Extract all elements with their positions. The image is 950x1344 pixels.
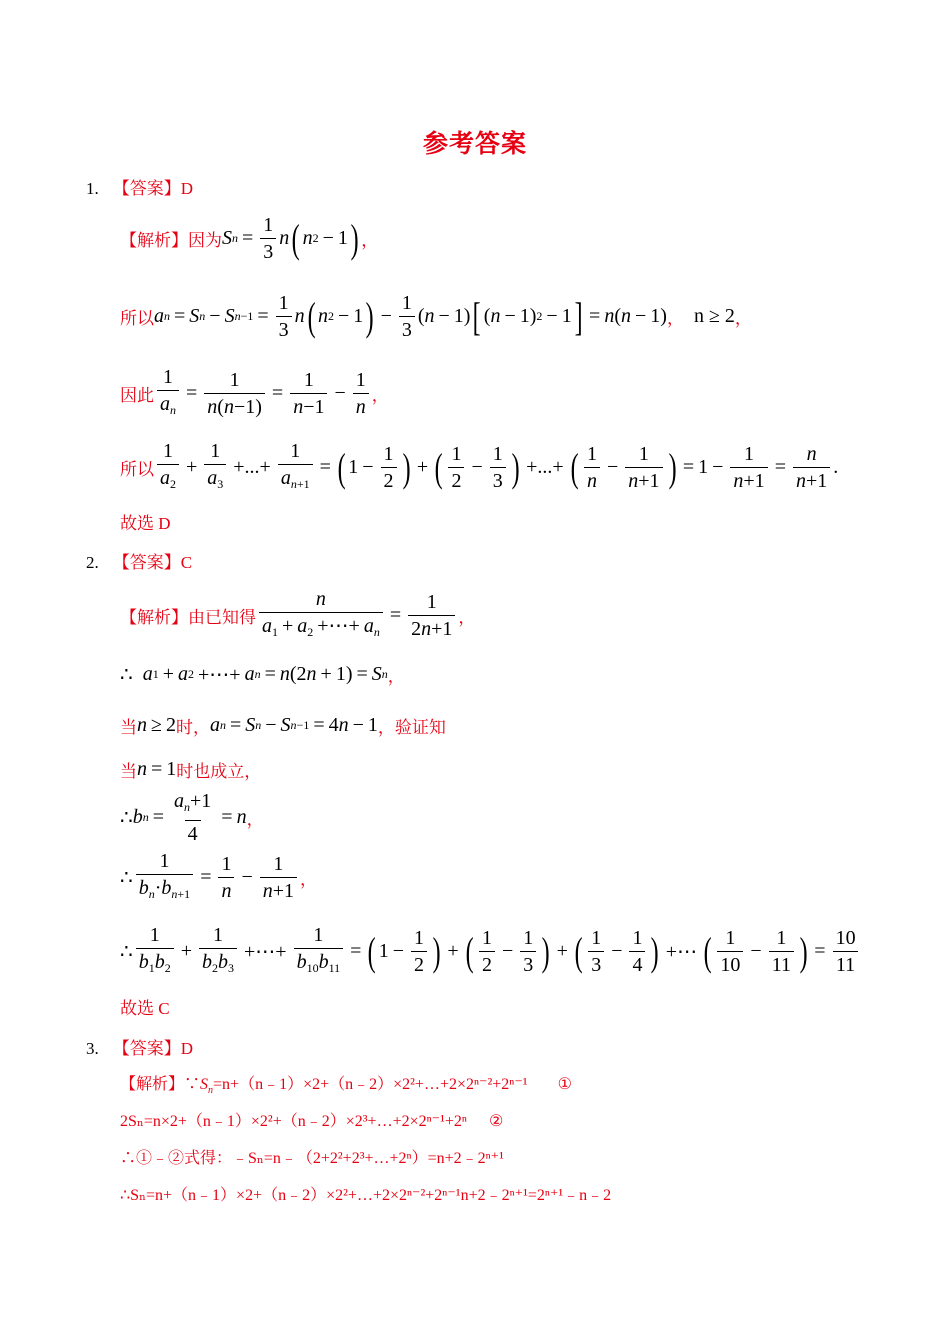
text: 所以 <box>120 460 154 479</box>
q2-recip-line: ∴ $\frac{1}{b_n\cdot b_{n+1}}$ = $\frac{1}{n}$ − $\frac{1}{n+1}$ ， <box>120 850 317 905</box>
q2-sum-line: ∴ a 1 + a 2 +⋯+ a n = n (2 n + 1) = S n ， <box>120 663 405 686</box>
text: 故选 D <box>120 514 171 533</box>
analysis-label: 【解析】∵ <box>120 1076 201 1093</box>
formula: $\frac{n}{a_1 + a_2 +\cdots+ a_n}$ = $\frac{1}{2n+1}$ <box>256 588 458 643</box>
q2-analysis-line: 【解析】由已知得 $\frac{n}{a_1 + a_2 +\cdots+ a_n}$ = $\frac{1}{2n+1}$ ， <box>120 588 475 643</box>
text: ， <box>666 309 684 328</box>
text: 所以 <box>120 309 154 328</box>
q2-when2-line <box>120 757 261 782</box>
formula: ∴ $\frac{1}{b_1b_2}$ + $\frac{1}{b_2b_3}$ +⋯+ $\frac{1}{b_{10}b_{11}}$ = ( 1 − $\frac{1}{2}$ ) + ( $\frac{1}{2}$ − $\frac{1}{3}$ ) + ( $\frac{1}{3}$ − $\frac{1}{4}$ ) +⋯ ( $\frac{1}{10}$ − $\frac{1}{11}$ ) = $\frac{10}{11}$ <box>120 924 862 979</box>
text: ，验证知 <box>377 718 446 737</box>
formula: $\frac{1}{a_2}$ + $\frac{1}{a_3}$ +...+ $\frac{1}{a_{n+1}}$ = ( 1 − $\frac{1}{2}$ ) + ( $\frac{1}{2}$ − $\frac{1}{3}$ ) +...+ ( $\frac{1}{n}$ − $\frac{1}{n+1}$ ) = 1 − $\frac{1}{n+1}$ = $\frac{n}{n+1}$ . <box>154 440 838 495</box>
page-title: 参考答案 <box>422 131 527 158</box>
text: ∴①﹣②式得：﹣Sₙ=n﹣（2+2²+2³+…+2ⁿ）=n+2﹣2ⁿ⁺¹ <box>120 1150 504 1167</box>
q1-analysis-line: 【解析】因为 S n = $\frac{1}{3}$ n ( n 2 − 1 ) ， <box>120 214 379 263</box>
text: ∴Sₙ=n+（n﹣1）×2+（n﹣2）×2²+…+2×2ⁿ⁻²+2ⁿ⁻¹n+2﹣2ⁿ⁺¹=2ⁿ⁺¹﹣n﹣2 <box>120 1187 612 1204</box>
q1-hence-line: 因此 $\frac{1}{a_n}$ = $\frac{1}{n(n-1)}$ = $\frac{1}{n-1}$ − $\frac{1}{n}$ ， <box>120 366 389 421</box>
q3-line-2 <box>120 1108 503 1131</box>
question-number: 2. <box>86 553 99 572</box>
text: 因此 <box>120 386 154 405</box>
q1-derivation-line: 所以 a n = S n − S n−1 = $\frac{1}{3}$ n ( n 2 − 1 ) − $\frac{1}{3}$ ( n − 1) [ ( n − 1) 2 − 1 ] = n ( n − 1) ， n ≥ 2 ， <box>120 292 752 341</box>
q3-line-4 <box>120 1182 611 1205</box>
q3-line-3 <box>120 1145 504 1168</box>
text: 2Sₙ=n×2+（n﹣1）×2²+（n﹣2）×2³+…+2×2ⁿ⁻¹+2ⁿ <box>120 1113 467 1130</box>
formula: a n = S n − S n−1 = $\frac{1}{3}$ n ( n 2 − 1 ) − $\frac{1}{3}$ ( n − 1) [ ( n − 1) 2 − 1 ] = n ( n − 1) <box>154 292 667 341</box>
answer-label: 【答案】D <box>112 179 194 198</box>
question-2-header <box>86 548 192 573</box>
formula: $\frac{1}{a_n}$ = $\frac{1}{n(n-1)}$ = $\frac{1}{n-1}$ − $\frac{1}{n}$ <box>154 366 372 421</box>
formula: S n = $\frac{1}{3}$ n ( n 2 − 1 ) <box>222 214 359 263</box>
circled-number-1: ① <box>557 1076 572 1093</box>
question-number: 3. <box>86 1039 99 1058</box>
q3-line-1: 【解析】$\because S_n=n+(n﹣1)\times 2+(n﹣2)\times 2^2+\dots+2\times 2^{n-2}+2^{n-1}$ ① <box>120 1076 572 1096</box>
analysis-label: 【解析】由已知得 <box>120 608 256 627</box>
text: 故选 C <box>120 999 170 1018</box>
circled-number-2: ② <box>488 1113 504 1130</box>
formula: ∴ b n = $\frac{a_n+1}{4}$ = n <box>120 790 247 845</box>
text: 当 <box>120 762 137 781</box>
q1-conclusion <box>120 509 171 534</box>
q2-bn-line: ∴ b n = $\frac{a_n+1}{4}$ = n ， <box>120 790 264 845</box>
text: 时， <box>175 718 210 737</box>
answer-label: 【答案】C <box>112 553 193 572</box>
formula: n = 1 <box>137 758 177 780</box>
q2-sum2-line <box>120 924 862 979</box>
condition: n ≥ 2 <box>693 305 735 327</box>
analysis-label: 【解析】因为 <box>120 231 222 250</box>
formula: ∴ $\frac{1}{b_n\cdot b_{n+1}}$ = $\frac{1}{n}$ − $\frac{1}{n+1}$ <box>120 850 300 905</box>
formula: n ≥ 2 <box>137 714 176 736</box>
formula: a n = S n − S n−1 = 4 n − 1 <box>209 714 378 736</box>
answer-label: 【答案】D <box>112 1039 194 1058</box>
text: =n+（n﹣1）×2+（n﹣2）×2²+…+2×2ⁿ⁻²+2ⁿ⁻¹ <box>213 1076 528 1093</box>
text: 时也成立， <box>176 762 262 781</box>
formula: ∴ a 1 + a 2 +⋯+ a n = n (2 n + 1) = S n <box>120 663 388 686</box>
q1-sum-line <box>120 440 838 495</box>
question-3-header <box>86 1034 193 1059</box>
q2-conclusion <box>120 994 170 1019</box>
question-number: 1. <box>86 179 99 198</box>
question-1-header <box>86 174 193 199</box>
text: 当 <box>120 718 137 737</box>
q2-when-line <box>120 713 446 738</box>
